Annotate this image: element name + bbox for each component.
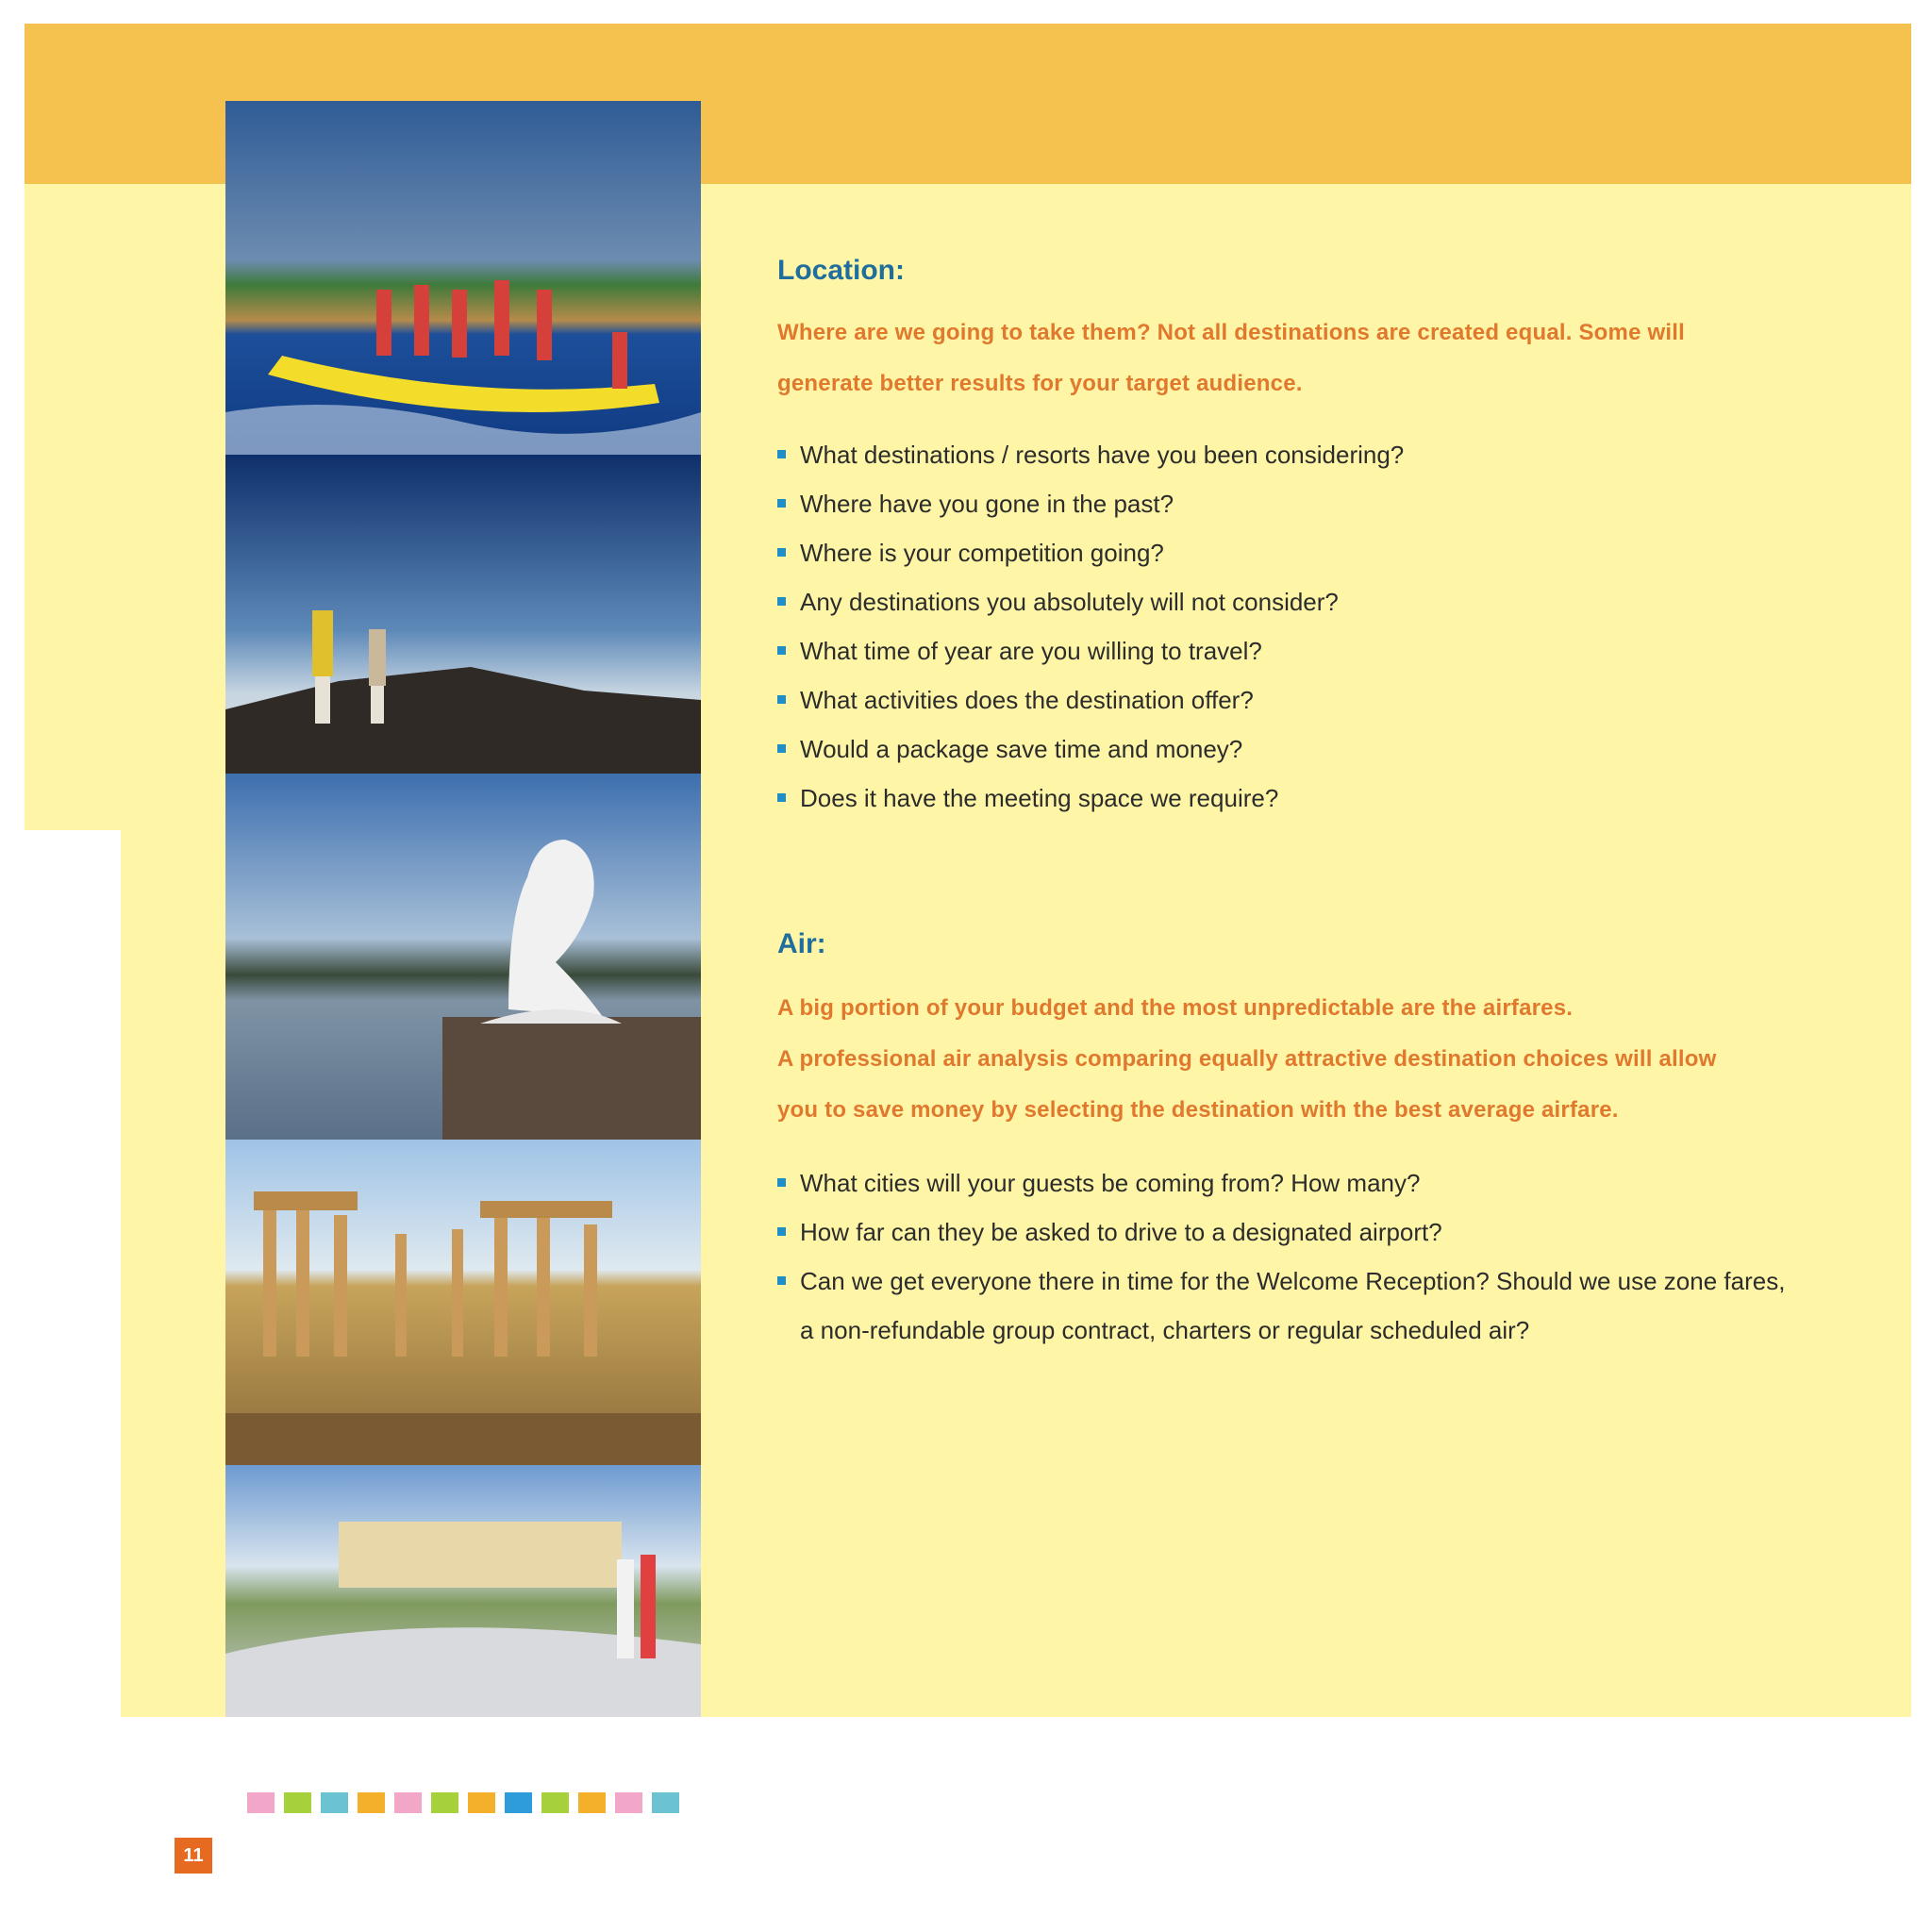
bullet-square-icon xyxy=(777,646,786,655)
color-swatch-strip xyxy=(247,1792,679,1813)
bullet-square-icon xyxy=(777,450,786,458)
color-swatch xyxy=(468,1792,495,1813)
list-item: Can we get everyone there in time for the Welcome Reception? Should we use zone fares, a non-refundable group contract, charters or regular scheduled air? xyxy=(777,1257,1862,1355)
bullet-square-icon xyxy=(777,597,786,606)
location-intro xyxy=(777,308,1862,409)
bullet-square-icon xyxy=(777,1227,786,1236)
question-continuation: a non-refundable group contract, charters or regular scheduled air? xyxy=(800,1316,1530,1344)
location-section xyxy=(777,255,1862,823)
list-item: Any destinations you absolutely will not consider? xyxy=(777,577,1862,626)
list-item: Where have you gone in the past? xyxy=(777,479,1862,528)
color-swatch xyxy=(431,1792,458,1813)
list-item: Would a package save time and money? xyxy=(777,724,1862,774)
color-swatch xyxy=(284,1792,311,1813)
list-item: What activities does the destination offer? xyxy=(777,675,1862,724)
color-swatch xyxy=(541,1792,569,1813)
location-heading: Location: xyxy=(777,255,905,286)
photo-column xyxy=(225,101,701,1717)
bullet-square-icon xyxy=(777,1276,786,1285)
color-swatch xyxy=(358,1792,385,1813)
merlion-photo xyxy=(225,774,701,1140)
list-item: What cities will your guests be coming from? How many? xyxy=(777,1158,1862,1208)
bullet-square-icon xyxy=(777,793,786,802)
air-intro-line: A professional air analysis comparing equally attractive destination choices will allow xyxy=(777,1046,1717,1072)
air-intro-line: you to save money by selecting the destination with the best average airfare. xyxy=(777,1097,1619,1123)
color-swatch xyxy=(652,1792,679,1813)
list-item: Does it have the meeting space we require? xyxy=(777,774,1862,823)
location-intro-line: Where are we going to take them? Not all destinations are created equal. Some will xyxy=(777,320,1685,345)
air-section xyxy=(777,928,1862,1355)
page-number: 11 xyxy=(175,1838,212,1874)
air-intro xyxy=(777,983,1862,1136)
color-swatch xyxy=(321,1792,348,1813)
page-content xyxy=(777,255,1862,1355)
location-question-list xyxy=(777,430,1862,823)
list-item: What destinations / resorts have you been considering? xyxy=(777,430,1862,479)
bullet-square-icon xyxy=(777,744,786,753)
list-item: Where is your competition going? xyxy=(777,528,1862,577)
color-swatch xyxy=(505,1792,532,1813)
color-swatch xyxy=(578,1792,606,1813)
list-item: How far can they be asked to drive to a designated airport? xyxy=(777,1208,1862,1257)
bullet-square-icon xyxy=(777,499,786,508)
location-intro-line: generate better results for your target audience. xyxy=(777,371,1303,396)
air-intro-line: A big portion of your budget and the most unpredictable are the airfares. xyxy=(777,995,1574,1021)
acropolis-photo xyxy=(225,1465,701,1717)
color-swatch xyxy=(247,1792,275,1813)
air-heading: Air: xyxy=(777,928,826,959)
air-question-list xyxy=(777,1158,1862,1355)
color-swatch xyxy=(615,1792,642,1813)
bullet-square-icon xyxy=(777,1178,786,1187)
bullet-square-icon xyxy=(777,695,786,704)
list-item: What time of year are you willing to travel? xyxy=(777,626,1862,675)
banana-boat-photo xyxy=(225,101,701,455)
ancient-ruins-photo xyxy=(225,1140,701,1465)
hikers-photo xyxy=(225,455,701,774)
color-swatch xyxy=(394,1792,422,1813)
bullet-square-icon xyxy=(777,548,786,557)
